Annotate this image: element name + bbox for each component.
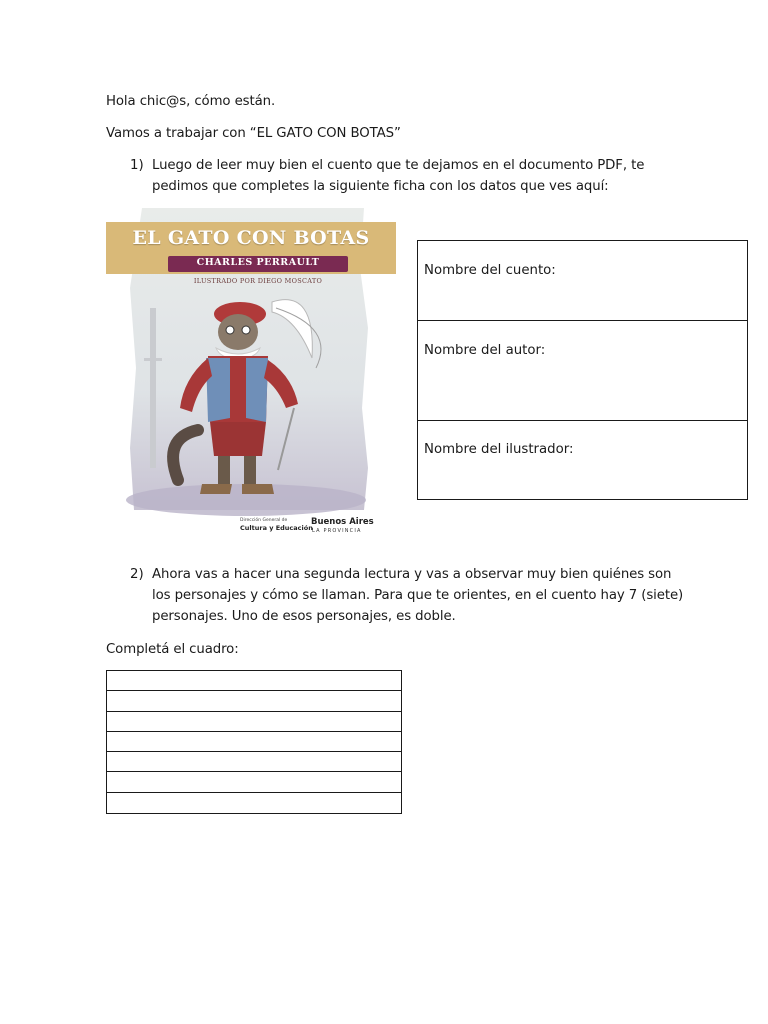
cover-title: EL GATO CON BOTAS: [132, 227, 370, 249]
personajes-table: [106, 670, 402, 814]
personaje-row[interactable]: [107, 732, 401, 752]
personaje-row[interactable]: [107, 772, 401, 792]
cover-logo-left: Cultura y Educación: [240, 524, 313, 532]
ficha-row-ilustrador[interactable]: [418, 421, 747, 499]
item-1-line-2: pedimos que completes la siguiente ficha con los datos que ves aquí:: [152, 179, 609, 194]
personaje-row[interactable]: [107, 793, 401, 813]
ficha-label-ilustrador: Nombre del ilustrador:: [424, 442, 574, 457]
cover-logo-right: Buenos Aires: [311, 517, 374, 527]
book-cover-image: [106, 208, 396, 536]
personaje-row[interactable]: [107, 712, 401, 732]
cover-illustrator: ILUSTRADO POR DIEGO MOSCATO: [193, 277, 323, 285]
greeting-text: Hola chic@s, cómo están.: [106, 94, 276, 109]
item-2-number: 2): [130, 567, 144, 582]
personaje-row[interactable]: [107, 691, 401, 711]
ficha-row-cuento[interactable]: [418, 241, 747, 321]
ficha-row-autor[interactable]: [418, 321, 747, 421]
cover-logo-left-small: Dirección General de: [240, 518, 288, 523]
item-1-number: 1): [130, 158, 144, 173]
ficha-table: [417, 240, 748, 500]
item-2-line-3: personajes. Uno de esos personajes, es doble.: [152, 609, 456, 624]
intro-text: Vamos a trabajar con “EL GATO CON BOTAS”: [106, 126, 401, 141]
item-1-line-1: Luego de leer muy bien el cuento que te dejamos en el documento PDF, te: [152, 158, 645, 173]
item-2-line-2: los personajes y cómo se llaman. Para que te orientes, en el cuento hay 7 (siete): [152, 588, 684, 603]
cover-author: CHARLES PERRAULT: [196, 257, 320, 268]
ficha-label-cuento: Nombre del cuento:: [424, 263, 556, 278]
cover-logo-right-sub: LA PROVINCIA: [312, 528, 362, 534]
completa-label: Completá el cuadro:: [106, 642, 239, 657]
ficha-label-autor: Nombre del autor:: [424, 343, 546, 358]
item-2-line-1: Ahora vas a hacer una segunda lectura y vas a observar muy bien quiénes son: [152, 567, 672, 582]
personaje-row[interactable]: [107, 752, 401, 772]
personaje-row[interactable]: [107, 671, 401, 691]
